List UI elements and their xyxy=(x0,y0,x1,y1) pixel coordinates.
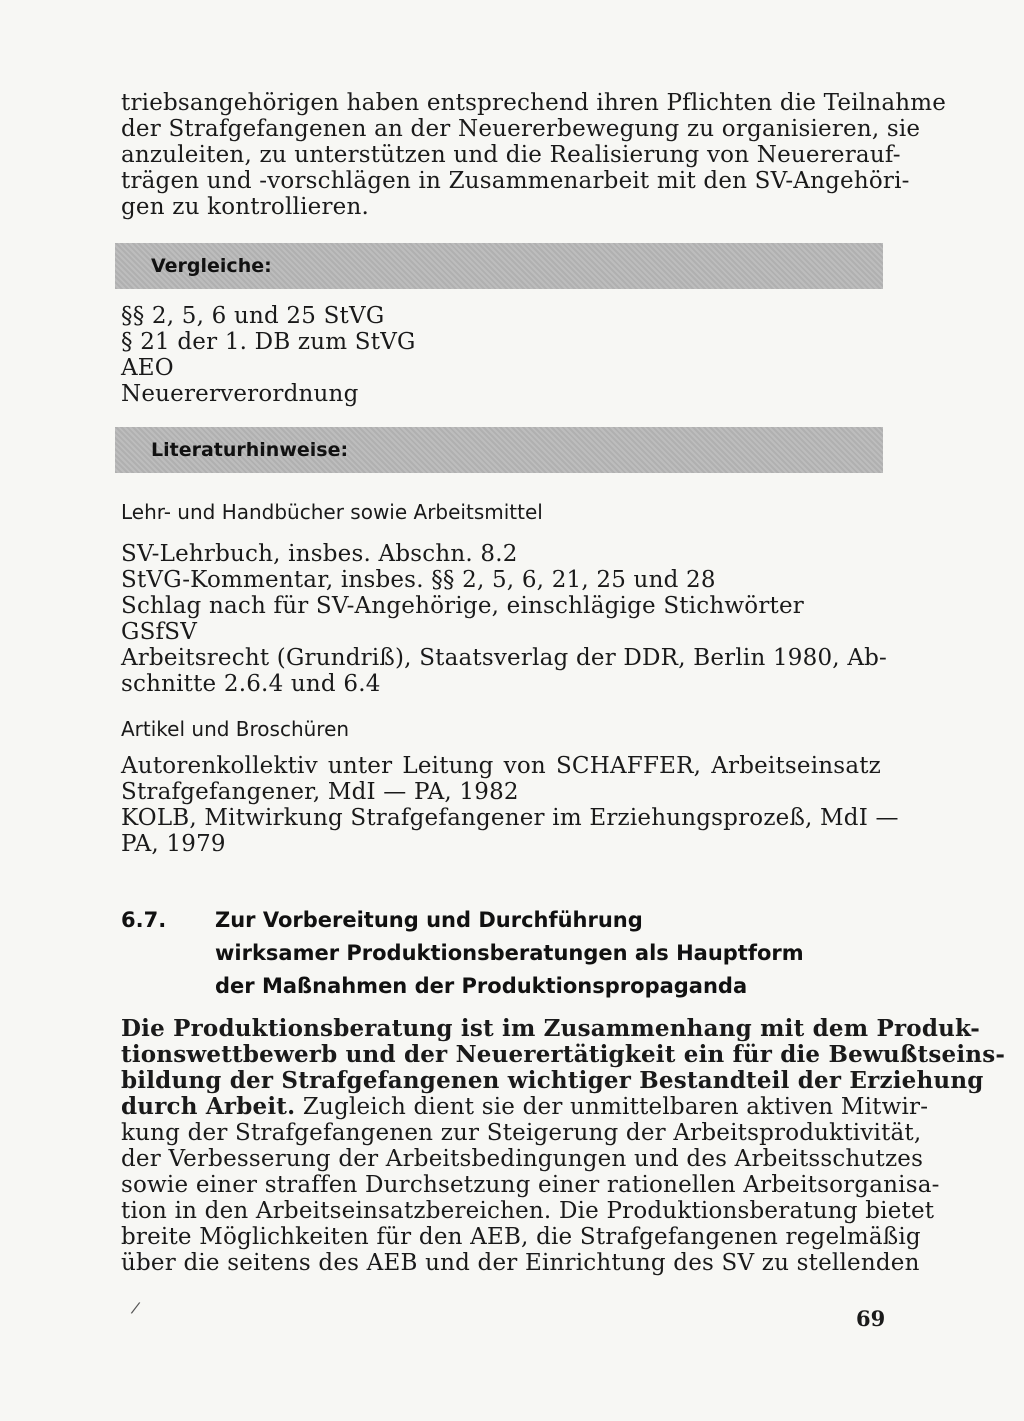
text-line xyxy=(121,1093,929,1120)
articles-heading: Artikel und Broschüren xyxy=(121,717,350,741)
compare-item: AEO xyxy=(121,355,174,381)
reference-item: Strafgefangener, MdI — PA, 1982 xyxy=(121,779,519,805)
text-line: triebsangehörigen haben entsprechend ihren Pflichten die Teilnahme xyxy=(121,90,947,116)
text-line: gen zu kontrollieren. xyxy=(121,194,369,220)
section-title-line: Zur Vorbereitung und Durchführung xyxy=(215,908,643,932)
reference-item: Autorenkollektiv unter Leitung von SCHAFFER, Arbeitseinsatz xyxy=(121,753,881,779)
pen-mark: / xyxy=(129,1297,142,1318)
compare-header-bar xyxy=(115,243,883,289)
textbooks-heading: Lehr- und Handbücher sowie Arbeitsmittel xyxy=(121,500,543,524)
compare-item: Neuererverordnung xyxy=(121,381,359,407)
text-line: über die seitens des AEB und der Einrichtung des SV zu stellenden xyxy=(121,1250,920,1276)
text-line: anzuleiten, zu unterstützen und die Realisierung von Neuererauf- xyxy=(121,142,901,168)
text-line: tion in den Arbeitseinsatzbereichen. Die Produktionsberatung bietet xyxy=(121,1198,935,1224)
textbooks-list xyxy=(121,541,888,697)
reference-item: Arbeitsrecht (Grundriß), Staatsverlag der DDR, Berlin 1980, Ab- xyxy=(121,645,888,671)
page-number: 69 xyxy=(856,1306,886,1331)
section-body-paragraph xyxy=(121,1015,1006,1276)
text-line: breite Möglichkeiten für den AEB, die Strafgefangenen regelmäßig xyxy=(121,1224,921,1250)
section-title-line: der Maßnahmen der Produktionspropaganda xyxy=(215,974,748,998)
text-line: kung der Strafgefangenen zur Steigerung der Arbeitsproduktivität, xyxy=(121,1120,922,1146)
text-line: sowie einer straffen Durchsetzung einer rationellen Arbeitsorganisa- xyxy=(121,1172,940,1198)
compare-list xyxy=(121,303,881,407)
reference-item: SV-Lehrbuch, insbes. Abschn. 8.2 xyxy=(121,541,518,567)
reference-item: schnitte 2.6.4 und 6.4 xyxy=(121,671,381,697)
section-title-line: wirksamer Produktionsberatungen als Hauptform xyxy=(215,941,804,965)
intro-paragraph xyxy=(121,90,947,220)
literature-label: Literaturhinweise: xyxy=(151,439,349,461)
compare-item: §§ 2, 5, 6 und 25 StVG xyxy=(121,303,385,329)
text-line: trägen und -vorschlägen in Zusammenarbeit mit den SV-Angehöri- xyxy=(121,168,910,194)
reference-item: StVG-Kommentar, insbes. §§ 2, 5, 6, 21, 25 und 28 xyxy=(121,567,716,593)
literature-header-bar xyxy=(115,427,883,473)
articles-list xyxy=(121,753,899,857)
text-phrase: Zugleich dient sie der unmittelbaren aktiven Mitwir- xyxy=(295,1094,929,1120)
reference-item: PA, 1979 xyxy=(121,831,226,857)
reference-item: Schlag nach für SV-Angehörige, einschlägige Stichwörter xyxy=(121,593,804,619)
text-line: der Verbesserung der Arbeitsbedingungen und des Arbeitsschutzes xyxy=(121,1146,924,1172)
compare-label: Vergleiche: xyxy=(151,255,272,277)
text-line: Die Produktionsberatung ist im Zusammenhang mit dem Produk- xyxy=(121,1015,980,1042)
compare-item: § 21 der 1. DB zum StVG xyxy=(121,329,416,355)
text-line: tionswettbewerb und der Neuerertätigkeit ein für die Bewußtseins- xyxy=(121,1041,1006,1068)
bold-phrase: durch Arbeit. xyxy=(121,1093,296,1120)
text-line: der Strafgefangenen an der Neuererbewegung zu organisieren, sie xyxy=(121,116,921,142)
text-line: bildung der Strafgefangenen wichtiger Bestandteil der Erziehung xyxy=(121,1067,984,1094)
reference-item: KOLB, Mitwirkung Strafgefangener im Erziehungsprozeß, MdI — xyxy=(121,805,899,831)
reference-item: GSfSV xyxy=(121,619,198,645)
section-number: 6.7. xyxy=(121,908,167,932)
